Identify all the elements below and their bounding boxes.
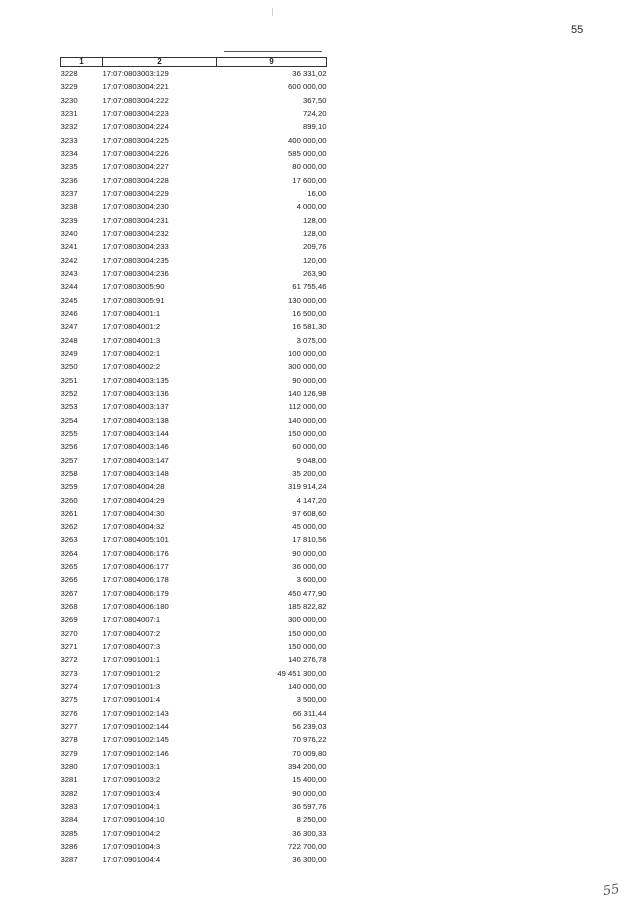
cadastral-number: 17:07:0901001:1 bbox=[102, 655, 161, 665]
row-number: 3230 bbox=[60, 95, 78, 105]
cadastral-number: 17:07:0901004:2 bbox=[102, 828, 161, 838]
column-header-number: 1 bbox=[61, 58, 103, 67]
cadastral-number: 17:07:0804004:32 bbox=[102, 522, 165, 532]
row-number: 3279 bbox=[60, 748, 78, 758]
cadastral-number: 17:07:0803004:228 bbox=[102, 175, 169, 185]
cadastral-value: 36 300,00 bbox=[292, 855, 327, 865]
cadastral-value: 140 000,00 bbox=[288, 415, 327, 425]
row-number: 3282 bbox=[60, 788, 78, 798]
table-row bbox=[61, 400, 327, 413]
table-row bbox=[61, 693, 327, 706]
cadastral-value: 150 000,00 bbox=[288, 428, 327, 438]
table-row bbox=[61, 120, 327, 133]
table-row bbox=[61, 454, 327, 467]
row-number: 3259 bbox=[60, 482, 78, 492]
cadastral-value: 90 000,00 bbox=[292, 375, 327, 385]
cadastral-number: 17:07:0803004:225 bbox=[102, 135, 169, 145]
table-row bbox=[61, 547, 327, 560]
cadastral-number: 17:07:0901004:4 bbox=[102, 855, 161, 865]
cadastral-value: 128,00 bbox=[302, 215, 327, 225]
cadastral-value: 15 400,00 bbox=[292, 775, 327, 785]
table-row bbox=[61, 334, 327, 347]
row-number: 3233 bbox=[60, 135, 78, 145]
table-row bbox=[61, 360, 327, 373]
table-row bbox=[61, 533, 327, 546]
row-number: 3237 bbox=[60, 188, 78, 198]
row-number: 3273 bbox=[60, 668, 78, 678]
cadastral-value: 367,50 bbox=[302, 95, 327, 105]
cadastral-number: 17:07:0804007:1 bbox=[102, 615, 161, 625]
cadastral-number: 17:07:0901003:1 bbox=[102, 762, 161, 772]
cadastral-number: 17:07:0804006:177 bbox=[102, 562, 169, 572]
table-row bbox=[61, 94, 327, 107]
row-number: 3286 bbox=[60, 842, 78, 852]
cadastral-number: 17:07:0803004:224 bbox=[102, 122, 169, 132]
row-number: 3261 bbox=[60, 508, 78, 518]
row-number: 3274 bbox=[60, 682, 78, 692]
table-row bbox=[61, 427, 327, 440]
cadastral-value: 140 276,78 bbox=[288, 655, 327, 665]
cadastral-value: 585 000,00 bbox=[288, 148, 327, 158]
row-number: 3234 bbox=[60, 148, 78, 158]
row-number: 3269 bbox=[60, 615, 78, 625]
table-row bbox=[61, 667, 327, 680]
row-number: 3244 bbox=[60, 282, 78, 292]
row-number: 3253 bbox=[60, 402, 78, 412]
cadastral-value: 9 048,00 bbox=[296, 455, 327, 465]
table-row bbox=[61, 640, 327, 653]
cadastral-value: 36 597,76 bbox=[292, 802, 327, 812]
cadastral-number: 17:07:0803004:231 bbox=[102, 215, 169, 225]
cadastral-value: 100 000,00 bbox=[288, 348, 327, 358]
cadastral-value: 3 075,00 bbox=[296, 335, 327, 345]
cadastral-value: 36 000,00 bbox=[292, 562, 327, 572]
table-row bbox=[61, 747, 327, 760]
table-row bbox=[61, 653, 327, 666]
cadastral-value: 16,00 bbox=[307, 188, 327, 198]
table-row bbox=[61, 294, 327, 307]
cadastral-value: 17 810,56 bbox=[292, 535, 327, 545]
cadastral-value: 90 000,00 bbox=[292, 548, 327, 558]
table-row bbox=[61, 560, 327, 573]
cadastral-number: 17:07:0803004:227 bbox=[102, 162, 169, 172]
row-number: 3246 bbox=[60, 308, 78, 318]
cadastral-number: 17:07:0804003:148 bbox=[102, 468, 169, 478]
row-number: 3268 bbox=[60, 602, 78, 612]
cadastral-value: 263,90 bbox=[302, 268, 327, 278]
row-number: 3284 bbox=[60, 815, 78, 825]
cadastral-number: 17:07:0901001:3 bbox=[102, 682, 161, 692]
row-number: 3250 bbox=[60, 362, 78, 372]
cadastral-value: 4 147,20 bbox=[296, 495, 327, 505]
row-number: 3287 bbox=[60, 855, 78, 865]
row-number: 3281 bbox=[60, 775, 78, 785]
cadastral-number: 17:07:0804002:2 bbox=[102, 362, 161, 372]
table-row bbox=[61, 227, 327, 240]
cadastral-number: 17:07:0803004:236 bbox=[102, 268, 169, 278]
table-row bbox=[61, 494, 327, 507]
cadastral-value: 150 000,00 bbox=[288, 642, 327, 652]
table-row bbox=[61, 414, 327, 427]
cadastral-number: 17:07:0803004:221 bbox=[102, 82, 169, 92]
table-row bbox=[61, 467, 327, 480]
cadastral-number: 17:07:0804006:176 bbox=[102, 548, 169, 558]
cadastral-value: 4 000,00 bbox=[296, 202, 327, 212]
row-number: 3280 bbox=[60, 762, 78, 772]
cadastral-value: 140 000,00 bbox=[288, 682, 327, 692]
handwritten-signature: 55 bbox=[601, 881, 621, 900]
cadastral-number: 17:07:0901004:3 bbox=[102, 842, 161, 852]
cadastral-value: 16 500,00 bbox=[292, 308, 327, 318]
row-number: 3231 bbox=[60, 108, 78, 118]
row-number: 3260 bbox=[60, 495, 78, 505]
row-number: 3275 bbox=[60, 695, 78, 705]
cadastral-value: 899,10 bbox=[302, 122, 327, 132]
cadastral-number: 17:07:0804003:138 bbox=[102, 415, 169, 425]
cadastral-value: 36 300,33 bbox=[292, 828, 327, 838]
cadastral-number: 17:07:0804006:180 bbox=[102, 602, 169, 612]
row-number: 3252 bbox=[60, 388, 78, 398]
cadastral-value: 724,20 bbox=[302, 108, 327, 118]
table-row bbox=[61, 160, 327, 173]
cadastral-number: 17:07:0803004:222 bbox=[102, 95, 169, 105]
row-number: 3277 bbox=[60, 722, 78, 732]
cadastral-value: 61 755,46 bbox=[292, 282, 327, 292]
cadastral-value: 17 600,00 bbox=[292, 175, 327, 185]
row-number: 3256 bbox=[60, 442, 78, 452]
cadastral-value: 140 126,98 bbox=[288, 388, 327, 398]
cadastral-number: 17:07:0804003:144 bbox=[102, 428, 169, 438]
header-overline bbox=[224, 51, 322, 52]
row-number: 3255 bbox=[60, 428, 78, 438]
table-row bbox=[61, 720, 327, 733]
cadastral-value: 150 000,00 bbox=[288, 628, 327, 638]
row-number: 3228 bbox=[60, 69, 78, 78]
row-number: 3239 bbox=[60, 215, 78, 225]
cadastral-number: 17:07:0804001:2 bbox=[102, 322, 161, 332]
row-number: 3263 bbox=[60, 535, 78, 545]
table-row bbox=[61, 80, 327, 93]
cadastral-number: 17:07:0804007:2 bbox=[102, 628, 161, 638]
cadastral-number: 17:07:0803004:229 bbox=[102, 188, 169, 198]
table-row bbox=[61, 813, 327, 826]
cadastral-number: 17:07:0804001:3 bbox=[102, 335, 161, 345]
cadastral-value: 209,76 bbox=[302, 242, 327, 252]
row-number: 3251 bbox=[60, 375, 78, 385]
table-row bbox=[61, 387, 327, 400]
cadastral-value: 300 000,00 bbox=[288, 362, 327, 372]
cadastral-value: 80 000,00 bbox=[292, 162, 327, 172]
cadastral-number: 17:07:0804003:136 bbox=[102, 388, 169, 398]
cadastral-value: 112 000,00 bbox=[288, 402, 327, 412]
table-row bbox=[61, 187, 327, 200]
table-row bbox=[61, 627, 327, 640]
cadastral-number: 17:07:0804003:135 bbox=[102, 375, 169, 385]
table-row bbox=[61, 134, 327, 147]
row-number: 3278 bbox=[60, 735, 78, 745]
cadastral-number: 17:07:0804006:178 bbox=[102, 575, 169, 585]
cadastral-value: 128,00 bbox=[302, 228, 327, 238]
cadastral-number: 17:07:0901004:1 bbox=[102, 802, 161, 812]
cadastral-number: 17:07:0901004:10 bbox=[102, 815, 165, 825]
table-row bbox=[61, 733, 327, 746]
cadastral-value: 722 700,00 bbox=[288, 842, 327, 852]
row-number: 3262 bbox=[60, 522, 78, 532]
cadastral-number: 17:07:0803004:233 bbox=[102, 242, 169, 252]
row-number: 3242 bbox=[60, 255, 78, 265]
cadastral-number: 17:07:0803003:129 bbox=[102, 69, 169, 78]
cadastral-value: 120,00 bbox=[302, 255, 327, 265]
table-row bbox=[61, 827, 327, 840]
cadastral-value: 66 311,44 bbox=[292, 708, 327, 718]
cadastral-number: 17:07:0804003:137 bbox=[102, 402, 169, 412]
column-header-value: 9 bbox=[217, 58, 327, 67]
cadastral-number: 17:07:0803004:230 bbox=[102, 202, 169, 212]
table-row bbox=[61, 707, 327, 720]
table-row bbox=[61, 613, 327, 626]
row-number: 3257 bbox=[60, 455, 78, 465]
row-number: 3276 bbox=[60, 708, 78, 718]
cadastral-number: 17:07:0803005:91 bbox=[102, 295, 165, 305]
row-number: 3240 bbox=[60, 228, 78, 238]
cadastral-number: 17:07:0804003:146 bbox=[102, 442, 169, 452]
table-row bbox=[61, 174, 327, 187]
table-header-row bbox=[61, 58, 327, 67]
cadastral-value: 70 976,22 bbox=[292, 735, 327, 745]
cadastral-value: 319 914,24 bbox=[288, 482, 327, 492]
table-row bbox=[61, 374, 327, 387]
cadastral-value: 56 239,03 bbox=[292, 722, 327, 732]
row-number: 3247 bbox=[60, 322, 78, 332]
cadastral-number: 17:07:0804005:101 bbox=[102, 535, 169, 545]
table-row bbox=[61, 573, 327, 586]
row-number: 3285 bbox=[60, 828, 78, 838]
cadastral-value: 49 451 300,00 bbox=[277, 668, 327, 678]
cadastral-value: 35 200,00 bbox=[292, 468, 327, 478]
cadastral-number: 17:07:0804004:30 bbox=[102, 508, 165, 518]
cadastral-number: 17:07:0901003:4 bbox=[102, 788, 161, 798]
cadastral-value: 400 000,00 bbox=[288, 135, 327, 145]
cadastral-value: 45 000,00 bbox=[292, 522, 327, 532]
table-row bbox=[61, 787, 327, 800]
cadastral-value: 130 000,00 bbox=[288, 295, 327, 305]
table-row bbox=[61, 254, 327, 267]
cadastral-value: 394 200,00 bbox=[288, 762, 327, 772]
row-number: 3236 bbox=[60, 175, 78, 185]
cadastral-value: 97 608,60 bbox=[292, 508, 327, 518]
row-number: 3249 bbox=[60, 348, 78, 358]
table-row bbox=[61, 440, 327, 453]
column-header-cadastral: 2 bbox=[103, 58, 217, 67]
table-row bbox=[61, 307, 327, 320]
cadastral-value: 185 822,82 bbox=[288, 602, 327, 612]
cadastral-value: 16 581,30 bbox=[292, 322, 327, 332]
table-row bbox=[61, 147, 327, 160]
cadastral-number: 17:07:0901002:146 bbox=[102, 748, 169, 758]
row-number: 3229 bbox=[60, 82, 78, 92]
row-number: 3272 bbox=[60, 655, 78, 665]
cadastral-number: 17:07:0804004:29 bbox=[102, 495, 165, 505]
table-row bbox=[61, 320, 327, 333]
cadastral-number: 17:07:0901003:2 bbox=[102, 775, 161, 785]
scan-mark bbox=[272, 8, 273, 16]
table-row bbox=[61, 760, 327, 773]
cadastral-number: 17:07:0804001:1 bbox=[102, 308, 161, 318]
row-number: 3271 bbox=[60, 642, 78, 652]
table-row bbox=[61, 200, 327, 213]
row-number: 3267 bbox=[60, 588, 78, 598]
row-number: 3254 bbox=[60, 415, 78, 425]
cadastral-value: 3 600,00 bbox=[296, 575, 327, 585]
table-row bbox=[61, 600, 327, 613]
table-row bbox=[61, 520, 327, 533]
table-row bbox=[61, 587, 327, 600]
cadastral-number: 17:07:0804003:147 bbox=[102, 455, 169, 465]
row-number: 3243 bbox=[60, 268, 78, 278]
row-number: 3258 bbox=[60, 468, 78, 478]
cadastral-number: 17:07:0804006:179 bbox=[102, 588, 169, 598]
table-row bbox=[61, 267, 327, 280]
cadastral-number: 17:07:0901001:4 bbox=[102, 695, 161, 705]
cadastral-number: 17:07:0804002:1 bbox=[102, 348, 161, 358]
row-number: 3248 bbox=[60, 335, 78, 345]
table-row bbox=[61, 507, 327, 520]
table-row bbox=[61, 107, 327, 120]
cadastral-value: 36 331,02 bbox=[292, 69, 327, 78]
table-row bbox=[61, 280, 327, 293]
cadastral-value: 90 000,00 bbox=[292, 788, 327, 798]
cadastral-number: 17:07:0901001:2 bbox=[102, 668, 161, 678]
table-row bbox=[61, 800, 327, 813]
row-number: 3264 bbox=[60, 548, 78, 558]
cadastral-value: 450 477,90 bbox=[288, 588, 327, 598]
cadastral-number: 17:07:0803004:223 bbox=[102, 108, 169, 118]
cadastral-number: 17:07:0901002:143 bbox=[102, 708, 169, 718]
cadastral-number: 17:07:0803004:235 bbox=[102, 255, 169, 265]
table-row bbox=[61, 67, 327, 81]
cadastral-number: 17:07:0804004:28 bbox=[102, 482, 165, 492]
cadastral-value: 300 000,00 bbox=[288, 615, 327, 625]
cadastral-value: 8 250,00 bbox=[296, 815, 327, 825]
cadastral-value: 70 009,80 bbox=[292, 748, 327, 758]
cadastral-number: 17:07:0803004:232 bbox=[102, 228, 169, 238]
row-number: 3266 bbox=[60, 575, 78, 585]
row-number: 3245 bbox=[60, 295, 78, 305]
cadastral-value: 60 000,00 bbox=[292, 442, 327, 452]
row-number: 3241 bbox=[60, 242, 78, 252]
row-number: 3283 bbox=[60, 802, 78, 812]
table-row bbox=[61, 480, 327, 493]
registry-table bbox=[60, 57, 327, 867]
page-number: 55 bbox=[571, 24, 584, 36]
cadastral-number: 17:07:0803005:90 bbox=[102, 282, 165, 292]
table-row bbox=[61, 840, 327, 853]
row-number: 3238 bbox=[60, 202, 78, 212]
row-number: 3232 bbox=[60, 122, 78, 132]
table-row bbox=[61, 680, 327, 693]
row-number: 3265 bbox=[60, 562, 78, 572]
table-row bbox=[61, 240, 327, 253]
table-row bbox=[61, 773, 327, 786]
cadastral-number: 17:07:0901002:145 bbox=[102, 735, 169, 745]
table-row bbox=[61, 853, 327, 866]
cadastral-number: 17:07:0804007:3 bbox=[102, 642, 161, 652]
cadastral-number: 17:07:0803004:226 bbox=[102, 148, 169, 158]
cadastral-value: 3 500,00 bbox=[296, 695, 327, 705]
row-number: 3270 bbox=[60, 628, 78, 638]
cadastral-number: 17:07:0901002:144 bbox=[102, 722, 169, 732]
table-row bbox=[61, 214, 327, 227]
row-number: 3235 bbox=[60, 162, 78, 172]
table-row bbox=[61, 347, 327, 360]
cadastral-value: 600 000,00 bbox=[288, 82, 327, 92]
